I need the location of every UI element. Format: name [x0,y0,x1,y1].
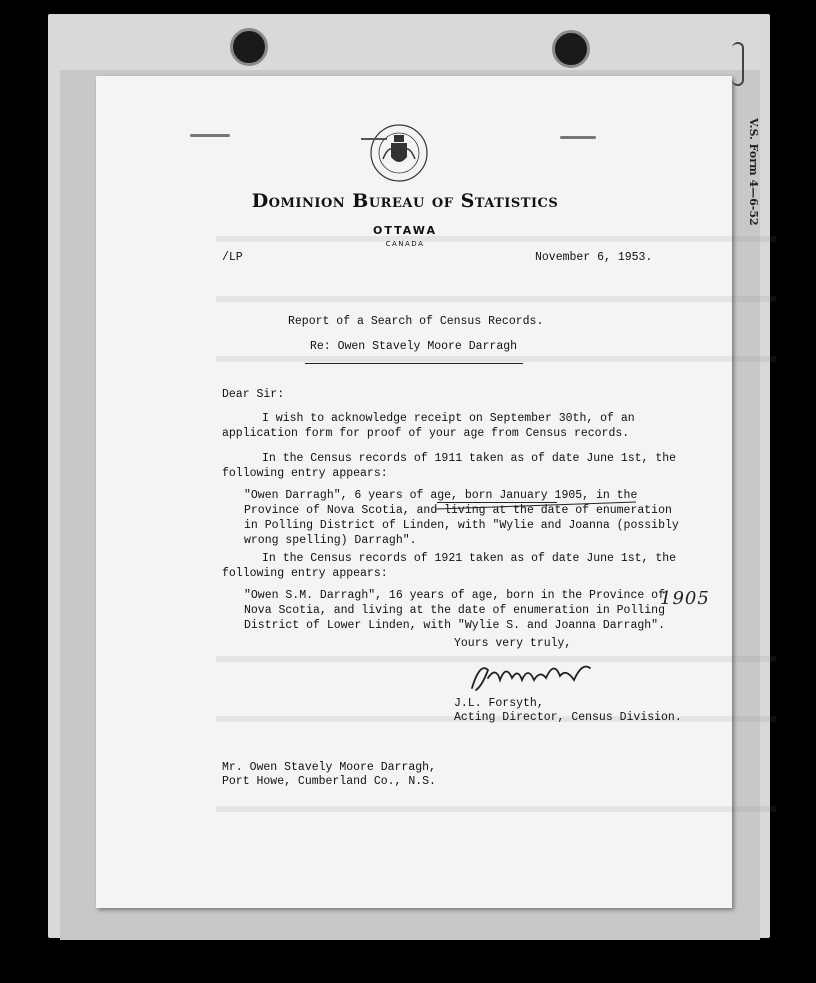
signer-name: J.L. Forsyth, [454,697,544,710]
bleed-through-line [216,236,776,242]
re-underline [305,363,523,364]
handwritten-underline [437,502,557,503]
paper-clip-icon [732,42,744,86]
text-line: following entry appears: [222,467,388,480]
punch-hole-right [552,30,590,68]
addressee-address: Port Howe, Cumberland Co., N.S. [222,775,436,788]
text-line: in Polling District of Linden, with "Wylie and Joanna (possibly [244,519,679,532]
text-line: application form for proof of your age from Census records. [222,427,630,440]
text-line: Nova Scotia, and living at the date of enumeration in Polling [244,604,665,617]
bleed-through-line [216,356,776,362]
text-line: In the Census records of 1911 taken as of date June 1st, the [262,452,677,465]
census-1921-entry [244,588,665,633]
text-line: I wish to acknowledge receipt on September 30th, of an [262,412,635,425]
paragraph-2 [222,451,676,481]
paragraph-3 [222,551,676,581]
letter-date: November 6, 1953. [535,251,653,264]
text-line: "Owen Darragh", 6 years of age, born January 1905, in the [244,489,638,502]
coat-of-arms-icon [357,123,441,183]
salutation: Dear Sir: [222,388,285,401]
text-line: following entry appears: [222,567,388,580]
reference-code: /LP [222,251,243,264]
text-line: District of Lower Linden, with "Wylie S. and Joanna Darragh". [244,619,665,632]
text-line: In the Census records of 1921 taken as of date June 1st, the [262,552,677,565]
letterhead-country: CANADA [385,240,425,248]
signer-title: Acting Director, Census Division. [454,711,682,724]
text-line: Province of Nova Scotia, and living at the date of enumeration [244,504,672,517]
signature [466,656,596,696]
letterhead-city: OTTAWA [373,224,437,237]
subject-line: Report of a Search of Census Records. [288,315,544,328]
addressee-name: Mr. Owen Stavely Moore Darragh, [222,761,436,774]
margin-handwritten-note: 1905 [660,588,710,609]
paragraph-1 [222,411,635,441]
bleed-through-line [216,806,776,812]
text-line: "Owen S.M. Darragh", 16 years of age, born in the Province of [244,589,665,602]
census-1911-entry [244,488,679,548]
text-line: wrong spelling) Darragh". [244,534,417,547]
re-line: Re: Owen Stavely Moore Darragh [310,340,518,353]
staple-left [190,134,230,137]
closing: Yours very truly, [454,637,572,650]
punch-hole-left [230,28,268,66]
staple-right [560,136,596,139]
form-number-label: V.S. Form 4—6-52 [747,118,760,226]
letterhead-title: Dominion Bureau of Statistics [251,190,559,212]
bleed-through-line [216,296,776,302]
